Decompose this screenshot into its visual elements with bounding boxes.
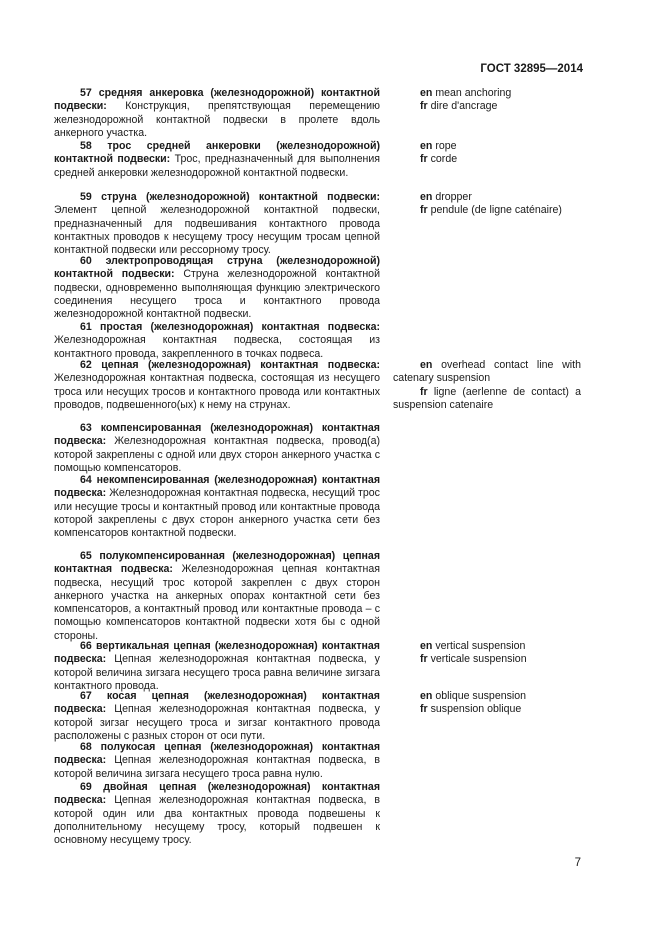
term-entry-64 [54,474,380,540]
term-definition: Железнодорожная контактная подвеска, несущий трос или несущие тросы и контактный провод или контактные провода которой закреплены с двух сторон анкерного участка сети без компенсаторов контактной подвески. [54,487,380,540]
equivalent-57 [393,87,581,114]
equivalent-fr: corde [430,153,458,166]
term-definition: Железнодорожная цепная контактная подвеска, несущий трос которой закреплен с двух сторон анкерного участка на анкерных опорах контактной сети без компенсаторов, а контактный провод или контактные провода – с помощью компенсаторов контактной подвески хотя бы с одной стороны. [54,563,380,642]
term-number: 63 [80,422,92,434]
term-title: косая цепная (железнодорожная) контактная подвеска: [54,690,380,716]
lang-en-label: en [420,690,433,702]
term-title: вертикальная цепная (железнодорожная) контактная подвеска: [54,640,380,666]
term-number: 59 [80,191,92,203]
term-title: некомпенсированная (железнодорожная) контактная подвеска: [54,474,380,500]
term-title: трос средней анкеровки (железнодорожной) контактной подвески: [54,140,380,166]
equivalent-en: rope [435,140,457,152]
equivalent-62 [393,359,581,412]
equivalent-67 [393,690,581,717]
equivalent-fr: ligne (aerlenne de contact) a suspension catenaire [393,385,581,411]
term-definition: Железнодорожная контактная подвеска, провод(а) которой закреплены с одной или двух сторон анкерного участка с помощью компенсаторов. [54,435,380,474]
term-title: компенсированная (железнодорожная) контактная подвеска: [54,422,380,448]
term-number: 67 [80,690,92,702]
equivalent-en: mean anchoring [435,87,512,99]
term-definition: Железнодорожная контактная подвеска, состоящая из контактного провода, закрепленного в точках подвеса. [54,334,380,360]
lang-en-label: en [420,191,433,203]
lang-fr-label: fr [420,153,428,166]
term-number: 62 [80,359,92,371]
term-title: двойная цепная (железнодорожная) контактная подвеска: [54,781,380,807]
term-entry-62 [54,359,380,412]
term-definition: Струна железнодорожной контактной подвески, одновременно выполняющая функцию электрического соединения несущего троса и контактного провода железнодорожной контактной подвески. [54,268,380,321]
term-title: средняя анкеровка (железнодорожной) контактной подвески: [54,87,380,113]
equivalent-fr: pendule (de ligne caténaire) [430,204,562,217]
equivalent-58 [393,140,581,167]
lang-en-label: en [420,140,433,152]
term-definition: Цепная железнодорожная контактная подвеска, в которой величина зигзага несущего троса равна нулю. [54,754,380,780]
term-number: 64 [80,474,92,486]
lang-fr-label: fr [420,100,428,113]
term-entry-61 [54,321,380,361]
equivalent-en: vertical suspension [435,640,526,652]
term-title: полукосая цепная (железнодорожная) контактная подвеска: [54,741,380,767]
lang-fr-label: fr [420,385,428,398]
lang-fr-label: fr [420,653,428,666]
term-entry-68 [54,741,380,781]
term-number: 68 [80,741,92,753]
term-title: струна (железнодорожной) контактной подвески: [101,191,380,203]
document-header: ГОСТ 32895—2014 [480,63,583,75]
term-entry-65 [54,550,380,643]
term-title: цепная (железнодорожная) контактная подвеска: [101,359,380,371]
term-entry-67 [54,690,380,743]
term-definition: Цепная железнодорожная контактная подвеска, у которой зигзаг несущего троса и зигзаг контактного провода расположены с разных сторон от оси пути. [54,703,380,742]
equivalent-fr: dire d'ancrage [430,100,498,113]
term-definition: Трос, предназначенный для выполнения средней анкеровки железнодорожной контактной подвески. [54,153,380,179]
equivalent-fr: suspension oblique [430,703,522,716]
term-number: 66 [80,640,92,652]
term-definition: Цепная железнодорожная контактная подвеска, в которой один или два контактных провода подвешены к дополнительному несущему тросу, который подвешен к основному несущему тросу. [54,794,380,847]
term-entry-69 [54,781,380,847]
equivalent-en: dropper [435,191,472,203]
term-definition: Элемент цепной железнодорожной контактной подвески, предназначенный для подвешивания контактного провода контактных проводов к несущему тросу несущим тросам цепной контактной подвески или рессорному тросу. [54,204,380,257]
term-title: электропроводящая струна (железнодорожной) контактной подвески: [54,255,380,281]
term-number: 61 [80,321,92,333]
page-number: 7 [574,857,581,869]
term-entry-63 [54,422,380,475]
equivalent-en: oblique suspension [435,690,527,702]
equivalent-66 [393,640,581,667]
term-entry-59 [54,191,380,257]
term-number: 69 [80,781,92,793]
term-definition: Железнодорожная контактная подвеска, состоящая из несущего троса или несущих тросов и контактного провода или контактных проводов, подвешенного(ых) к нему на струнах. [54,372,380,411]
term-number: 65 [80,550,92,562]
term-title: полукомпенсированная (железнодорожная) цепная контактная подвеска: [54,550,381,576]
equivalent-fr: verticale suspension [430,653,527,666]
lang-fr-label: fr [420,703,428,716]
term-title: простая (железнодорожная) контактная подвеска: [100,321,380,333]
term-definition: Цепная железнодорожная контактная подвеска, у которой величина зигзага несущего троса равна величине зигзага контактного провода. [54,653,380,692]
term-entry-60 [54,255,380,321]
lang-en-label: en [420,87,433,99]
term-definition: Конструкция, препятствующая перемещению железнодорожной контактной подвески в пролете вдоль анкерного участка. [54,100,380,139]
term-entry-66 [54,640,380,693]
term-entry-57 [54,87,380,140]
term-number: 57 [80,87,92,99]
equivalent-59 [393,191,581,218]
equivalent-en: overhead contact line with catenary suspension [393,359,581,385]
term-number: 58 [80,140,92,152]
lang-en-label: en [420,640,433,652]
lang-fr-label: fr [420,204,428,217]
lang-en-label: en [420,359,433,371]
term-entry-58 [54,140,380,180]
term-number: 60 [80,255,92,267]
